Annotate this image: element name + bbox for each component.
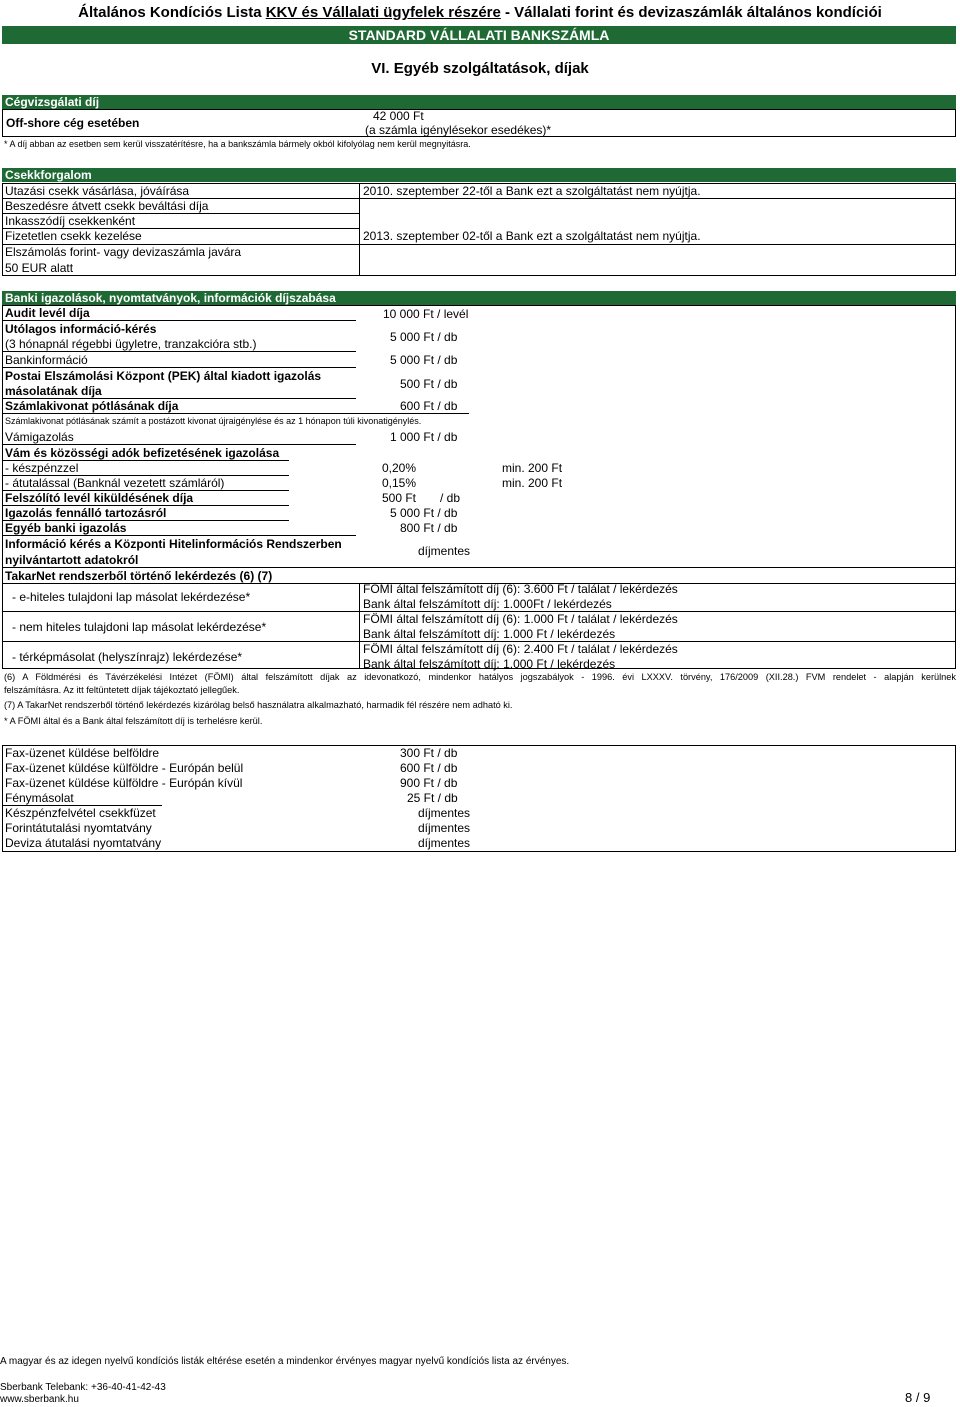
utolagos-value: 5 000 Ft / db — [390, 330, 458, 344]
title-link[interactable]: KKV és Vállalati ügyfelek részére — [265, 4, 501, 21]
document-title — [0, 4, 960, 21]
takarnet-bank-fee: Bank által felszámított díj: 1.000Ft / lekérdezés — [363, 597, 612, 611]
keszpenz-pct: 0,20% — [382, 461, 417, 475]
account-banner: STANDARD VÁLLALATI BANKSZÁMLA — [2, 26, 956, 44]
banki-header: Banki igazolások, nyomtatványok, információk díjszabása — [2, 291, 956, 305]
utolagos-sublabel: (3 hónapnál régebbi ügyletre, tranzakcióra stb.) — [5, 337, 257, 351]
audit-value: 10 000 Ft / levél — [383, 307, 469, 321]
egyeb-label: Egyéb banki igazolás — [5, 521, 127, 535]
atutalas-pct: 0,15% — [382, 476, 417, 490]
fax-label: Fax-üzenet küldése külföldre - Európán kívül — [5, 776, 243, 790]
csekk-header: Csekkforgalom — [2, 168, 956, 182]
fax-label: Forintátutalási nyomtatvány — [5, 821, 152, 835]
csekk-item: Elszámolás forint- vagy devizaszámla javára — [5, 245, 242, 259]
fax-value: 300 Ft / db — [400, 746, 458, 760]
fax-label: Deviza átutalási nyomtatvány — [5, 836, 162, 850]
atutalas-min: min. 200 Ft — [502, 476, 563, 490]
note-7: (7) A TakarNet rendszerből történő lekérdezés kizárólag belső használatra alkalmazható, harmadik fél részére nem adható ki. — [4, 700, 513, 710]
takarnet-bank-fee: Bank által felszámított díj: 1.000 Ft / lekérdezés — [363, 627, 616, 641]
takarnet-item-label: - nem hiteles tulajdoni lap másolat lekérdezése* — [12, 620, 267, 634]
footer-website[interactable]: www.sberbank.hu — [0, 1394, 79, 1405]
utolagos-label: Utólagos információ-kérés — [5, 322, 157, 336]
keszpenz-min: min. 200 Ft — [502, 461, 563, 475]
csekk-item: Utazási csekk vásárlása, jóváírása — [5, 184, 190, 198]
csekk-item: Beszedésre átvett csekk beváltási díja — [5, 199, 209, 213]
takarnet-item-label: - térképmásolat (helyszínrajz) lekérdezése* — [12, 650, 243, 664]
offshore-note: (a számla igénylésekor esedékes)* — [365, 123, 552, 137]
vam-header: Vám és közösségi adók befizetésének igazolása — [5, 446, 280, 460]
felszolito-value: 500 Ft — [382, 491, 417, 505]
fax-value: díjmentes — [418, 836, 471, 850]
note-star: * A FÖMI által és a Bank által felszámított díj is terhelésre kerül. — [4, 716, 263, 726]
takarnet-header: TakarNet rendszerből történő lekérdezés (6) (7) — [5, 569, 273, 583]
title-text: Általános Kondíciós Lista — [78, 4, 262, 21]
csekk-note-2013: 2013. szeptember 02-től a Bank ezt a szolgáltatást nem nyújtja. — [363, 229, 701, 243]
szamlakivonat-label: Számlakivonat pótlásának díja — [5, 399, 179, 413]
csekk-item: Fizetetlen csekk kezelése — [5, 229, 142, 243]
cegvizsgalat-footnote: * A díj abban az esetben sem kerül visszatérítésre, ha a bankszámla bármely okból kifolyólag nem kerül megnyitásra. — [4, 139, 471, 149]
bankinfo-label: Bankinformáció — [5, 353, 88, 367]
fax-label: Fax-üzenet küldése külföldre - Európán belül — [5, 761, 244, 775]
felszolito-unit: / db — [440, 491, 461, 505]
szamlakivonat-note: Számlakivonat pótlásának számít a postázott kivonat újraigénylése és az 1 hónapon túli kivonatigénylés. — [5, 416, 422, 426]
csekk-item: 50 EUR alatt — [5, 261, 74, 275]
takarnet-bank-fee: Bank által felszámított díj: 1.000 Ft / lekérdezés — [363, 657, 616, 671]
audit-label: Audit levél díja — [5, 306, 90, 320]
section-title: VI. Egyéb szolgáltatások, díjak — [371, 60, 589, 77]
pek-sublabel: másolatának díja — [5, 384, 102, 398]
fax-label: Fénymásolat — [5, 791, 74, 805]
title-suffix: - Vállalati forint és devizaszámlák általános kondíciói — [500, 4, 882, 21]
offshore-amount: 42 000 Ft — [373, 109, 424, 123]
fax-label: Készpénzfelvétel csekkfüzet — [5, 806, 156, 820]
page-number: 8 / 9 — [905, 1390, 931, 1405]
note-6-cont: felszámításra. Az itt feltüntetett díjak tájékoztató jellegűek. — [4, 685, 240, 695]
atutalas-label: - átutalással (Banknál vezetett számláról) — [5, 476, 225, 490]
takarnet-fomi-fee: FÖMI által felszámított díj (6): 2.400 Ft / találat / lekérdezés — [363, 642, 678, 656]
fax-value: 25 Ft / db — [407, 791, 458, 805]
fax-label: Fax-üzenet küldése belföldre — [5, 746, 160, 760]
bankinfo-value: 5 000 Ft / db — [390, 353, 458, 367]
khr-label: Információ kérés a Központi Hitelinformációs Rendszerben — [5, 537, 342, 551]
takarnet-fomi-fee: FÖMI által felszámított díj (6): 1.000 Ft / találat / lekérdezés — [363, 612, 678, 626]
tartozas-value: 5 000 Ft / db — [390, 506, 458, 520]
note-6: (6) A Földmérési és Távérzékelési Intézet (FÖMI) által felszámított díjak az idevonatkozó, mindenkor hatályos jogszabályok - 1996. évi LXXXV. törvény, 176/2009 (XII.28.) FVM rendelet - alapján kerülnek — [4, 672, 956, 682]
khr-sublabel: nyilvántartott adatokról — [5, 553, 139, 567]
fax-value: 600 Ft / db — [400, 761, 458, 775]
takarnet-fomi-fee: FÖMI által felszámított díj (6): 3.600 Ft / találat / lekérdezés — [363, 582, 678, 596]
offshore-value — [365, 109, 565, 137]
keszpenz-label: - készpénzzel — [5, 461, 79, 475]
fax-value: 900 Ft / db — [400, 776, 458, 790]
footer-telebank: Sberbank Telebank: +36-40-41-42-43 — [0, 1382, 166, 1393]
fax-value: díjmentes — [418, 806, 471, 820]
felszolito-label: Felszólító levél kiküldésének díja — [5, 491, 194, 505]
pek-value: 500 Ft / db — [400, 377, 458, 391]
footer-disclaimer: A magyar és az idegen nyelvű kondíciós listák eltérése esetén a mindenkor érvényes magyar nyelvű kondíciós lista az érvényes. — [0, 1356, 570, 1367]
khr-value: díjmentes — [418, 544, 471, 558]
offshore-label: Off-shore cég esetében — [6, 116, 140, 130]
szamlakivonat-value: 600 Ft / db — [400, 399, 458, 413]
csekk-note-2010: 2010. szeptember 22-től a Bank ezt a szolgáltatást nem nyújtja. — [363, 184, 701, 198]
tartozas-label: Igazolás fennálló tartozásról — [5, 506, 167, 520]
vamigazolas-value: 1 000 Ft / db — [390, 430, 458, 444]
egyeb-value: 800 Ft / db — [400, 521, 458, 535]
vamigazolas-label: Vámigazolás — [5, 430, 74, 444]
fax-value: díjmentes — [418, 821, 471, 835]
csekk-item: Inkasszódíj csekkenként — [5, 214, 136, 228]
takarnet-item-label: - e-hiteles tulajdoni lap másolat lekérdezése* — [12, 590, 251, 604]
pek-label: Postai Elszámolási Központ (PEK) által kiadott igazolás — [5, 369, 322, 383]
cegvizsgalat-header: Cégvizsgálati díj — [2, 95, 956, 109]
